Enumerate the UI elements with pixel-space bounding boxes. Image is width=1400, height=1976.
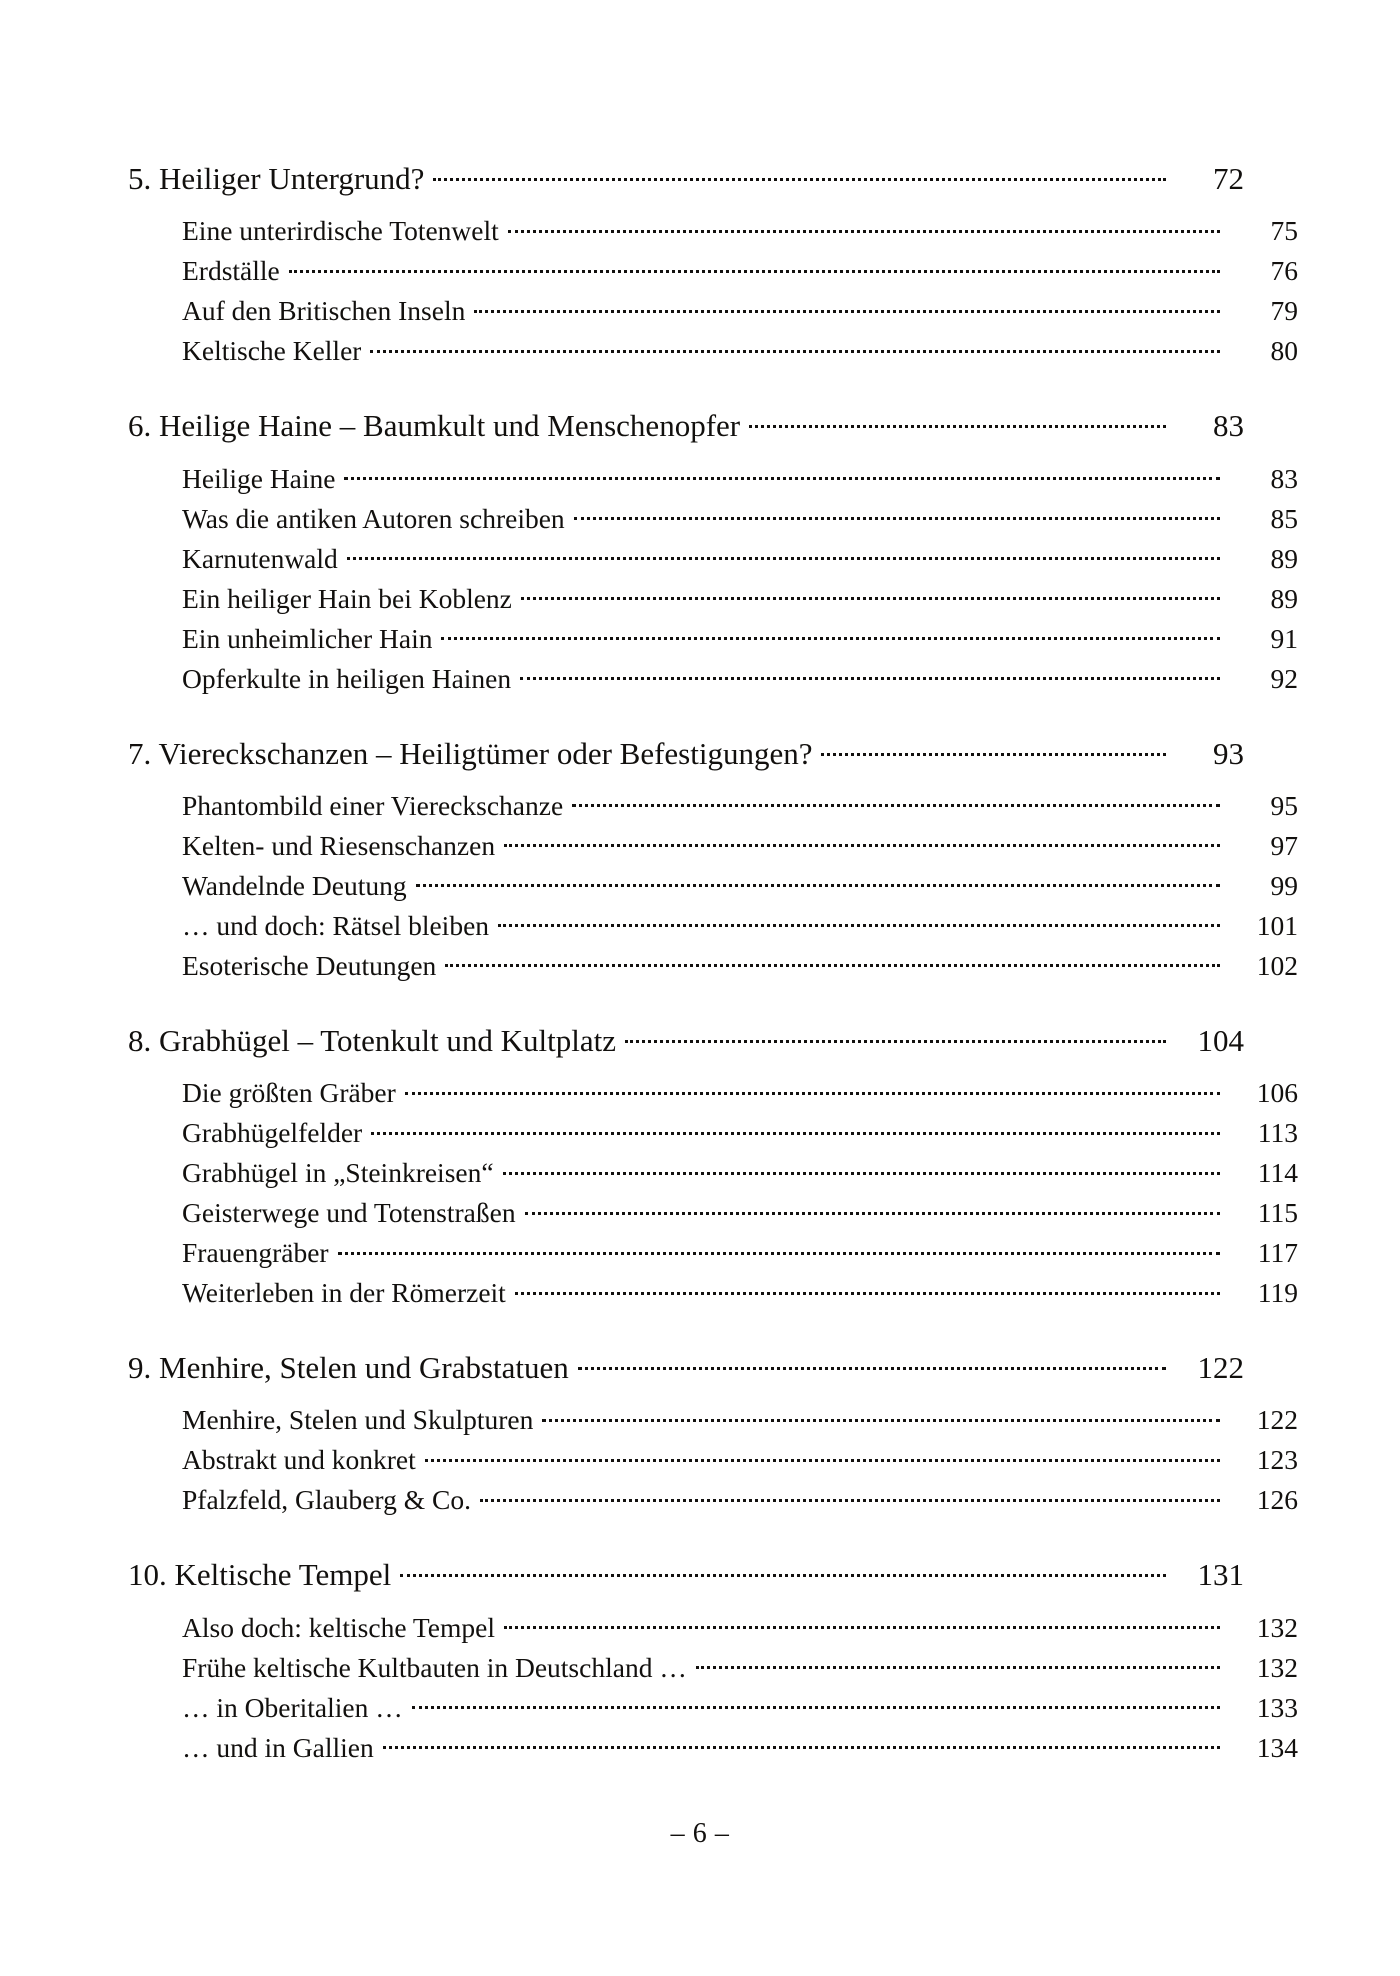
toc-chapter-entry-label: 8. Grabhügel – Totenkult und Kultplatz <box>128 1022 617 1058</box>
toc-sub-entry-page-number: 133 <box>1256 1691 1298 1723</box>
toc-sub-entry-page-number: 126 <box>1256 1484 1298 1516</box>
toc-chapter-entry-page-number: 131 <box>1197 1557 1244 1593</box>
dot-leader <box>289 253 1220 281</box>
dot-leader <box>749 405 1166 436</box>
toc-chapter-entry-label: 6. Heilige Haine – Baumkult und Menschenopfer <box>128 408 741 444</box>
dot-leader <box>344 460 1220 488</box>
dot-leader <box>515 1275 1220 1303</box>
toc-sub-entry[interactable] <box>182 1233 1298 1273</box>
toc-sub-entry-label: … und doch: Rätsel bleiben <box>182 909 490 941</box>
dot-leader <box>578 1347 1166 1378</box>
toc-sub-entry-label: Erdställe <box>182 255 280 287</box>
toc-sub-entry-label: Ein unheimlicher Hain <box>182 622 433 654</box>
toc-sub-entry-label: Phantombild einer Viereckschanze <box>182 789 564 821</box>
toc-sub-entry-label: Opferkulte in heiligen Hainen <box>182 662 512 694</box>
toc-sub-entry-page-number: 106 <box>1256 1077 1298 1109</box>
toc-sub-entry[interactable] <box>182 291 1298 331</box>
toc-sub-entry-label: Frühe keltische Kultbauten in Deutschland … <box>182 1651 687 1683</box>
toc-sub-entry[interactable] <box>182 826 1298 866</box>
dot-leader <box>525 1195 1220 1223</box>
toc-sub-entry-label: Geisterwege und Totenstraßen <box>182 1197 516 1229</box>
toc-sub-entry-label: Weiterleben in der Römerzeit <box>182 1277 506 1309</box>
toc-sub-entry-label: Kelten- und Riesenschanzen <box>182 829 496 861</box>
toc-sub-entry-label: Keltische Keller <box>182 335 362 367</box>
toc-sub-entry[interactable] <box>182 1648 1298 1688</box>
dot-leader <box>433 158 1166 189</box>
page-footer <box>0 1818 1400 1850</box>
toc-group <box>128 1020 1298 1313</box>
toc-sub-entry-label: Pfalzfeld, Glauberg & Co. <box>182 1484 471 1516</box>
toc-sub-entry-label: Was die antiken Autoren schreiben <box>182 502 565 534</box>
toc-sub-entry[interactable] <box>182 579 1298 619</box>
toc-chapter-entry-label: 7. Viereckschanzen – Heiligtümer oder Befestigungen? <box>128 735 813 771</box>
dot-leader <box>625 1020 1166 1051</box>
dot-leader <box>504 827 1220 855</box>
dot-leader <box>371 1115 1220 1143</box>
toc-sub-entry-page-number: 123 <box>1256 1444 1298 1476</box>
toc-sub-entry[interactable] <box>182 459 1298 499</box>
toc-sub-entry-label: Menhire, Stelen und Skulpturen <box>182 1404 534 1436</box>
dot-leader <box>521 580 1220 608</box>
table-of-contents <box>128 158 1298 1768</box>
toc-sub-entry-page-number: 80 <box>1270 335 1298 367</box>
dot-leader <box>445 947 1220 975</box>
toc-sub-entry-label: Also doch: keltische Tempel <box>182 1611 495 1643</box>
toc-sub-entry-label: Ein heiliger Hain bei Koblenz <box>182 582 512 614</box>
toc-sub-entry[interactable] <box>182 1440 1298 1480</box>
toc-sub-entry[interactable] <box>182 1073 1298 1113</box>
toc-sub-entry[interactable] <box>182 331 1298 371</box>
toc-sub-entry-page-number: 97 <box>1270 829 1298 861</box>
dot-leader <box>542 1402 1220 1430</box>
toc-sub-entry[interactable] <box>182 946 1298 986</box>
toc-chapter-entry[interactable] <box>128 1554 1244 1595</box>
toc-group <box>128 733 1298 986</box>
toc-sub-entry-label: Karnutenwald <box>182 542 338 574</box>
toc-sub-entry[interactable] <box>182 1480 1298 1520</box>
toc-sub-entry-page-number: 92 <box>1270 662 1298 694</box>
toc-sub-entry-label: Grabhügel in „Steinkreisen“ <box>182 1157 494 1189</box>
toc-sub-entry-page-number: 132 <box>1256 1611 1298 1643</box>
toc-sub-entry[interactable] <box>182 619 1298 659</box>
toc-sub-entry-label: Heilige Haine <box>182 462 336 494</box>
toc-sub-entry-page-number: 101 <box>1256 909 1298 941</box>
toc-sub-entry[interactable] <box>182 1400 1298 1440</box>
toc-chapter-entry-label: 9. Menhire, Stelen und Grabstatuen <box>128 1350 569 1386</box>
footer-page-number: – 6 – <box>670 1818 730 1849</box>
toc-group <box>128 158 1298 371</box>
dot-leader <box>425 1442 1220 1470</box>
toc-sub-entry-page-number: 134 <box>1256 1731 1298 1763</box>
dot-leader <box>503 1155 1220 1183</box>
toc-sub-entry-page-number: 76 <box>1270 255 1298 287</box>
toc-sub-entry-page-number: 132 <box>1256 1651 1298 1683</box>
dot-leader <box>338 1235 1220 1263</box>
toc-chapter-entry-page-number: 93 <box>1213 735 1244 771</box>
toc-sub-entry-label: Eine unterirdische Totenwelt <box>182 215 499 247</box>
toc-chapter-entry-label: 5. Heiliger Untergrund? <box>128 161 425 196</box>
dot-leader <box>400 1554 1166 1585</box>
toc-sub-entry-page-number: 79 <box>1270 295 1298 327</box>
toc-sub-entry[interactable] <box>182 211 1298 251</box>
toc-sub-entry-page-number: 95 <box>1270 789 1298 821</box>
toc-sub-entry-page-number: 85 <box>1270 502 1298 534</box>
toc-group <box>128 1347 1298 1520</box>
toc-sub-entry[interactable] <box>182 1193 1298 1233</box>
toc-sub-entry-page-number: 75 <box>1270 215 1298 247</box>
toc-sub-entry[interactable] <box>182 539 1298 579</box>
toc-sub-entry[interactable] <box>182 906 1298 946</box>
toc-group <box>128 405 1298 698</box>
toc-sub-entry-page-number: 119 <box>1257 1277 1298 1309</box>
toc-sub-entry[interactable] <box>182 251 1298 291</box>
toc-sub-entry-label: Auf den Britischen Inseln <box>182 295 466 327</box>
dot-leader <box>508 213 1220 241</box>
dot-leader <box>480 1482 1220 1510</box>
toc-sub-entry-label: Grabhügelfelder <box>182 1117 363 1149</box>
toc-sub-entry-label: … und in Gallien <box>182 1731 374 1763</box>
toc-sub-entry[interactable] <box>182 499 1298 539</box>
toc-chapter-entry-page-number: 72 <box>1213 161 1244 196</box>
dot-leader <box>474 293 1220 321</box>
toc-sub-entry-page-number: 102 <box>1256 949 1298 981</box>
dot-leader <box>347 540 1220 568</box>
dot-leader <box>520 660 1220 688</box>
toc-chapter-entry[interactable] <box>128 158 1244 199</box>
toc-sub-entry-label: Abstrakt und konkret <box>182 1444 416 1476</box>
toc-sub-entry-label: … in Oberitalien … <box>182 1691 403 1723</box>
toc-chapter-entry-page-number: 104 <box>1197 1022 1244 1058</box>
toc-sub-entry-page-number: 115 <box>1257 1197 1298 1229</box>
toc-sub-entry-page-number: 117 <box>1257 1237 1298 1269</box>
toc-chapter-entry-page-number: 83 <box>1213 408 1244 444</box>
toc-sub-entry-page-number: 113 <box>1257 1117 1298 1149</box>
toc-chapter-entry[interactable] <box>128 733 1244 774</box>
toc-sub-entry[interactable] <box>182 786 1298 826</box>
dot-leader <box>370 333 1220 361</box>
toc-chapter-entry[interactable] <box>128 1347 1244 1388</box>
toc-chapter-entry[interactable] <box>128 405 1244 446</box>
toc-sub-entry-label: Wandelnde Deutung <box>182 869 407 901</box>
toc-sub-entry-page-number: 114 <box>1257 1157 1298 1189</box>
toc-sub-entry[interactable] <box>182 1273 1298 1313</box>
dot-leader <box>412 1689 1220 1717</box>
dot-leader <box>498 907 1220 935</box>
toc-sub-entry[interactable] <box>182 659 1298 699</box>
toc-sub-entry-page-number: 89 <box>1270 582 1298 614</box>
toc-sub-entry-label: Frauengräber <box>182 1237 329 1269</box>
dot-leader <box>416 867 1220 895</box>
toc-sub-entry[interactable] <box>182 866 1298 906</box>
dot-leader <box>383 1729 1220 1757</box>
toc-group <box>128 1554 1298 1767</box>
toc-sub-entry-page-number: 122 <box>1256 1404 1298 1436</box>
toc-sub-entry-page-number: 89 <box>1270 542 1298 574</box>
dot-leader <box>441 620 1220 648</box>
dot-leader <box>696 1649 1220 1677</box>
dot-leader <box>574 500 1220 528</box>
toc-sub-entry[interactable] <box>182 1728 1298 1768</box>
toc-chapter-entry-page-number: 122 <box>1197 1350 1244 1386</box>
toc-sub-entry[interactable] <box>182 1113 1298 1153</box>
toc-sub-entry[interactable] <box>182 1688 1298 1728</box>
toc-sub-entry-label: Die größten Gräber <box>182 1077 396 1109</box>
dot-leader <box>405 1075 1220 1103</box>
dot-leader <box>504 1609 1220 1637</box>
dot-leader <box>572 787 1220 815</box>
toc-sub-entry[interactable] <box>182 1153 1298 1193</box>
toc-sub-entry[interactable] <box>182 1608 1298 1648</box>
toc-sub-entry-page-number: 99 <box>1270 869 1298 901</box>
toc-sub-entry-page-number: 91 <box>1270 622 1298 654</box>
toc-chapter-entry-label: 10. Keltische Tempel <box>128 1557 392 1593</box>
toc-chapter-entry[interactable] <box>128 1020 1244 1061</box>
dot-leader <box>821 733 1166 764</box>
toc-sub-entry-page-number: 83 <box>1270 462 1298 494</box>
toc-sub-entry-label: Esoterische Deutungen <box>182 949 437 981</box>
